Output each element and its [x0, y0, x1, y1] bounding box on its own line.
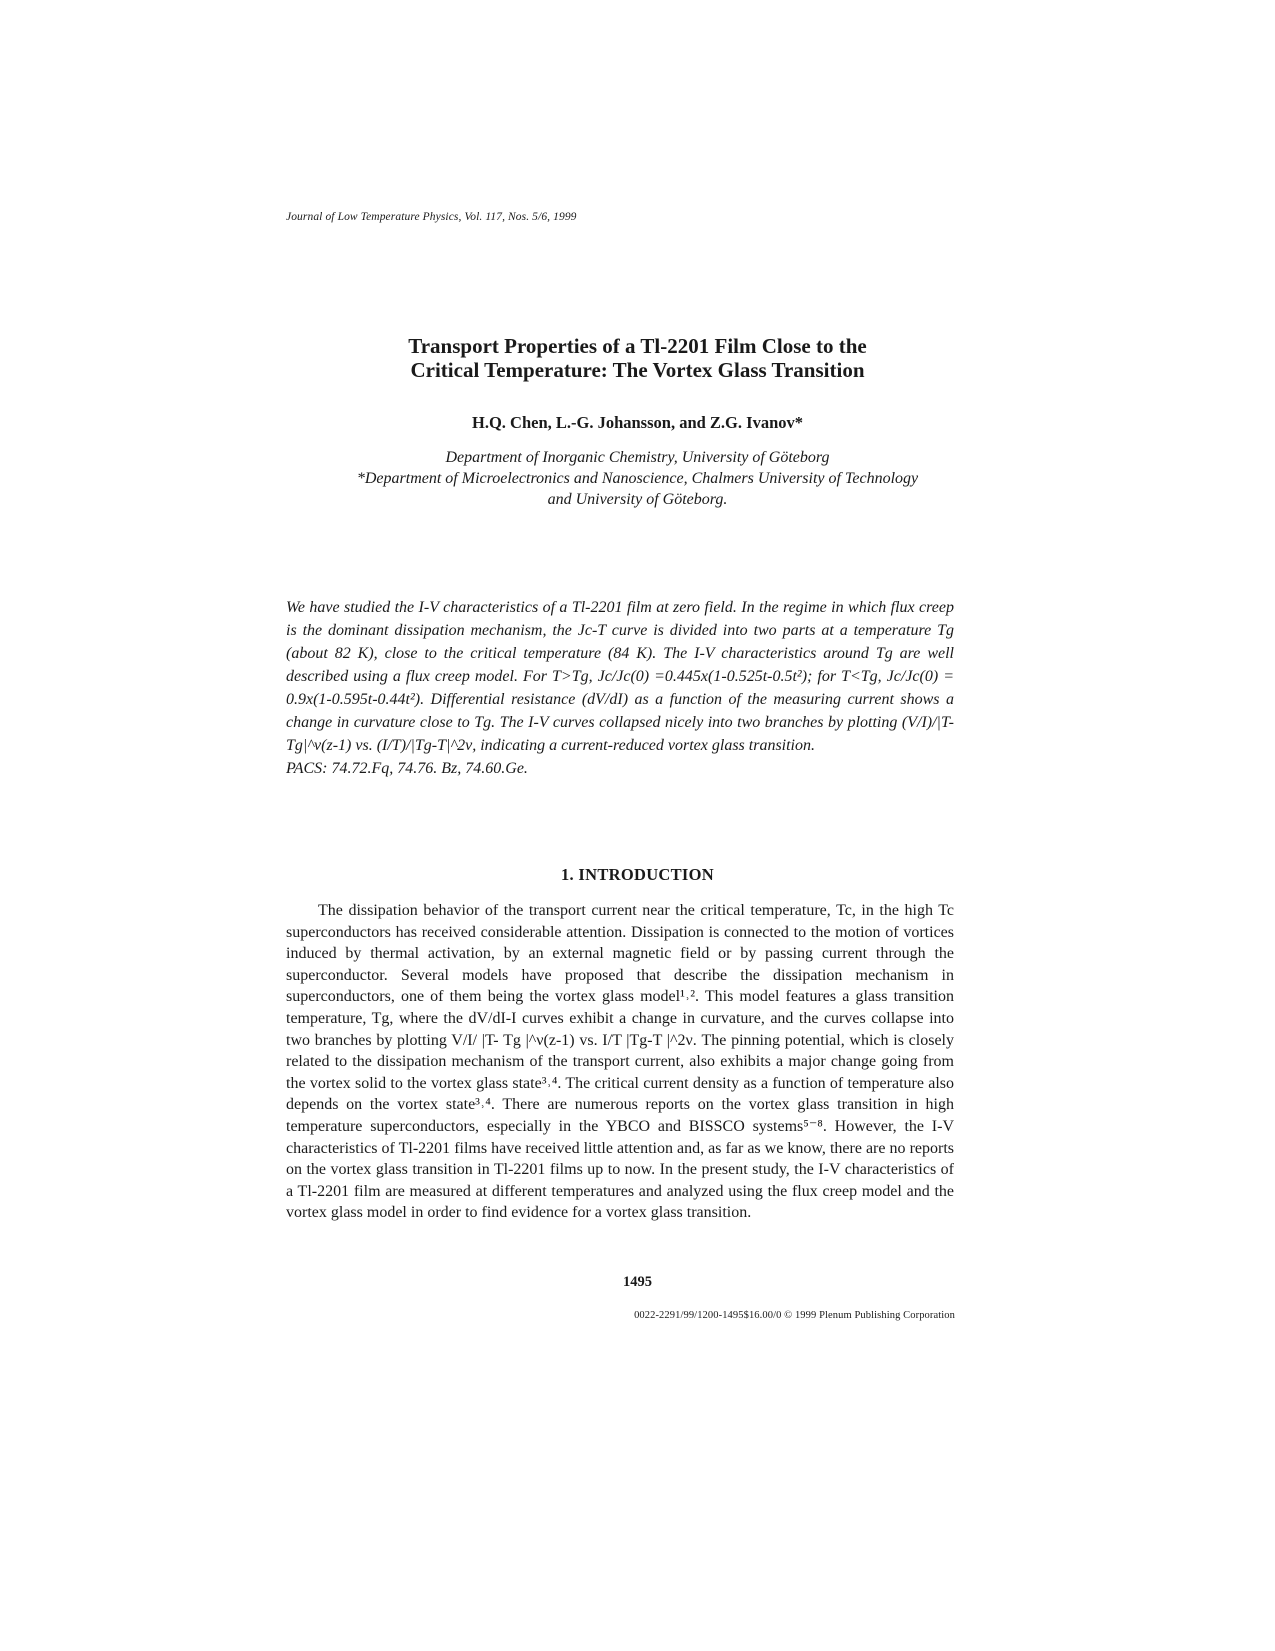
section-heading-introduction: 1. INTRODUCTION: [560, 865, 715, 884]
introduction-body: [286, 900, 954, 1224]
journal-header: Journal of Low Temperature Physics, Vol. 117, Nos. 5/6, 1999: [286, 211, 577, 223]
title-line-1: Transport Properties of a Tl-2201 Film Close to the: [408, 334, 867, 358]
abstract: [286, 596, 954, 780]
affiliation-line-3: and University of Göteborg.: [547, 491, 728, 508]
affiliation-line-1: Department of Inorganic Chemistry, University of Göteborg: [445, 449, 830, 466]
pacs-codes: PACS: 74.72.Fq, 74.76. Bz, 74.60.Ge.: [286, 760, 528, 777]
title-line-2: Critical Temperature: The Vortex Glass Transition: [410, 358, 865, 382]
copyright-line: 0022-2291/99/1200-1495$16.00/0 © 1999 Plenum Publishing Corporation: [634, 1310, 955, 1321]
author-list: H.Q. Chen, L.-G. Johansson, and Z.G. Ivanov*: [471, 413, 803, 432]
page-number: 1495: [623, 1274, 652, 1290]
abstract-text: We have studied the I-V characteristics of a Tl-2201 film at zero field. In the regime in which flux creep is the dominant dissipation mechanism, the Jc-T curve is divided into two parts at a temperature Tg (about 82 K), close to the critical temperature (84 K). The I-V characteristics around Tg are well described using a flux creep model. For T>Tg, Jc/Jc(0) =0.445x(1-0.525t-0.5t²); for T<Tg, Jc/Jc(0) = 0.9x(1-0.595t-0.44t²). Differential resistance (dV/dI) as a function of the measuring current shows a change in curvature close to Tg. The I-V curves collapsed nicely into two branches by plotting (V/I)/|T-Tg|^ν(z-1) vs. (I/T)/|Tg-T|^2ν, indicating a current-reduced vortex glass transition.: [286, 599, 954, 754]
affiliations: [0, 447, 1275, 510]
article-title: [0, 334, 1275, 382]
introduction-paragraph: The dissipation behavior of the transport current near the critical temperature, Tc, in the high Tc superconductors has received considerable attention. Dissipation is connected to the motion of vortices induced by thermal activation, by an external magnetic field or by passing current through the superconductor. Several models have proposed that describe the dissipation mechanism in superconductors, one of them being the vortex glass model¹˒². This model features a glass transition temperature, Tg, where the dV/dI-I curves exhibit a change in curvature, and the curves collapse into two branches by plotting V/I/ |T- Tg |^ν(z-1) vs. I/T |Tg-T |^2ν. The pinning potential, which is closely related to the dissipation mechanism of the transport current, also exhibits a major change going from the vortex solid to the vortex glass state³˒⁴. The critical current density as a function of temperature also depends on the vortex state³˒⁴. There are numerous reports on the vortex glass transition in high temperature superconductors, especially in the YBCO and BISSCO systems⁵⁻⁸. However, the I-V characteristics of Tl-2201 films have received little attention and, as far as we know, there are no reports on the vortex glass transition in Tl-2201 films up to now. In the present study, the I-V characteristics of a Tl-2201 film are measured at different temperatures and analyzed using the flux creep model and the vortex glass model in order to find evidence for a vortex glass transition.: [286, 902, 954, 1222]
affiliation-line-2: *Department of Microelectronics and Nanoscience, Chalmers University of Technology: [356, 470, 919, 487]
